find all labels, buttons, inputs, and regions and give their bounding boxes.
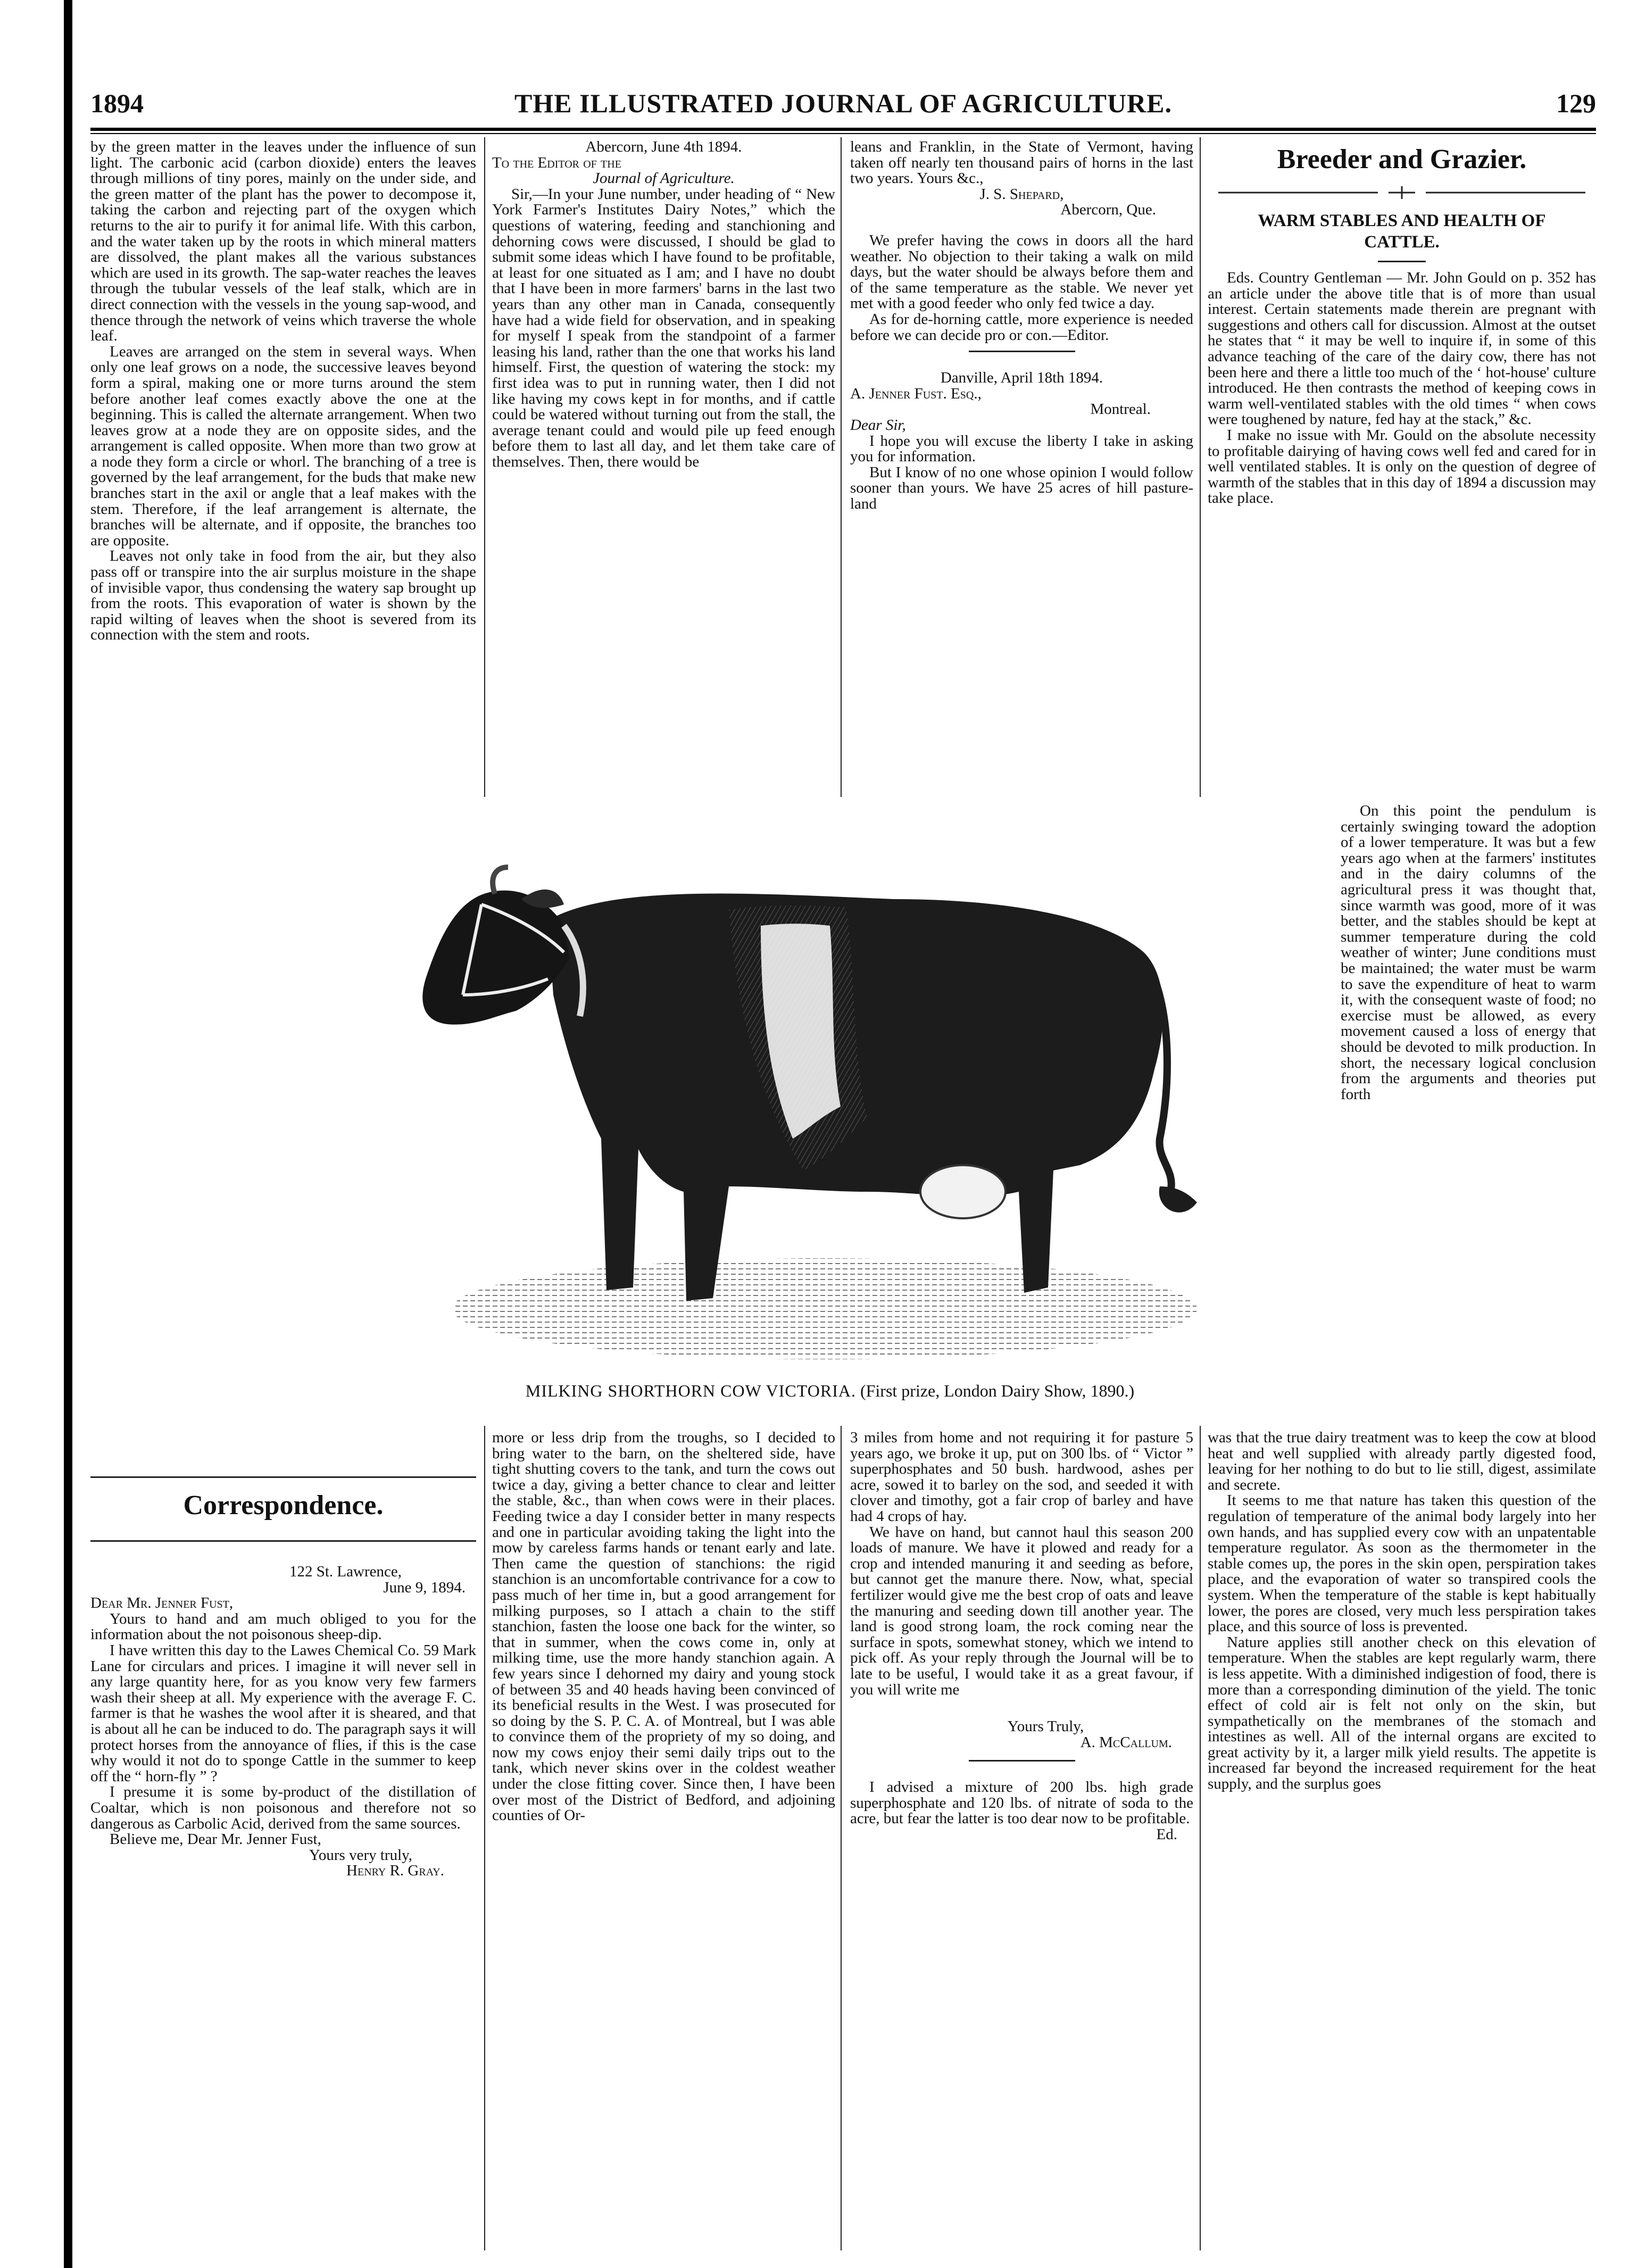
letter-salutation: Dear Mr. Jenner Fust, [90,1594,234,1612]
header-year: 1894 [90,88,144,118]
letter-gray [90,1564,476,2250]
paragraph: But I know of no one whose opinion I would follow sooner than yours. We have 25 acres of hill pasture-land [850,463,1193,512]
letter-address: 122 St. Lawrence, [289,1564,402,1580]
page-edge-rule [64,0,72,2268]
paragraph: Sir,—In your June number, under heading of “ New York Farmer's Institutes Dairy Notes,” which the questions of watering, feeding and stanchioning and dehorning cows were discussed, I should be glad to submit some ideas which I have found to be profitable, at least for one situated as I am; and I have no doubt that I have been in more farmers' barns in the last two years than any other man in Canada, consequently have had a wide field for observation, and in speaking for myself I speak from the standpoint of a farmer leasing his land, rather than the one that works his land himself. First, the question of watering the stock: my first idea was to put in running water, then I did not like having my cows kept in for months, and if cattle could be watered without turning out from the stall, the average tenant could and would pile up feed enough before them to last all day, and let them take care of themselves. Then, there would be [492,185,835,470]
cow-udder [920,1165,1005,1218]
col4-bottom [1208,1430,1596,2252]
letter-date: June 9, 1894. [383,1579,466,1596]
letter-to: To the Editor of the [492,154,621,171]
paragraph: Leaves are arranged on the stem in several ways. When only one leaf grows on a node, the successive leaves beyond form a spiral, making one or more turns around the stem before another leaf comes exactly above the one at the beginning. This is called the alternate arrangement. When two leaves grow at a node they are on opposite sides, and the arrangement is called opposite. When more than two grow at a node they form a circle or whorl. The branching of a tree is governed by the leaf arrangement, for the buds that make new branches start in the axil or angle that a leaf makes with the stem. Therefore, if the leaf arrangement is alternate, the branches will be alternate, and if opposite, the branches too are opposite. [90,343,476,549]
paragraph: I have written this day to the Lawes Chemical Co. 59 Mark Lane for circulars and prices. I imagine it will never sell in any large quantity here, for as you know very few farmers wash their sheep at all. My experience with the average F. C. farmer is that he washes the wool after it is sheared, and that is about all he can be induced to do. The paragraph says it will protect horses from the annoyance of flies, if this is the case why would it not do to sponge Cattle in the summer to keep off the “ horn-fly ” ? [90,1641,476,1785]
column-separator [1200,137,1201,797]
paragraph: Believe me, Dear Mr. Jenner Fust, [110,1831,321,1848]
column-separator [484,137,485,797]
col3-top [850,139,1193,804]
figure-caption [420,1381,1240,1401]
paragraph: Leaves not only take in food from the air, but they also pass off or transpire into the air surplus moisture in the shape of invisible vapor, thus condensing the watery sap brought up from the roots. This evaporation of water is shown by the rapid wilting of leaves when the shoot is severed from its connection with the stem and roots. [90,547,476,644]
col4-middle [1341,803,1596,1420]
editor-note: As for de-horning cattle, more experience is needed before we can decide pro or con.—Editor. [850,310,1193,344]
header-page-number: 129 [1556,88,1596,118]
caption-note: (First prize, London Dairy Show, 1890.) [860,1381,1135,1400]
header-rule-thin [90,133,1596,134]
letter-shepard [492,139,835,804]
cow-engraving [388,819,1256,1367]
header-title: THE ILLUSTRATED JOURNAL OF AGRICULTURE. [514,88,1173,118]
paragraph: 3 miles from home and not requiring it for pasture 5 years ago, we broke it up, put on 300 lbs. of “ Victor ” superphosphates and 50 bush. hardwood, ashes per acre, sowed it to barley on the sod, and seeded it with clover and timothy, got a fair crop of barley and have had 4 crops of hay. [850,1430,1193,1525]
col3-bottom [850,1430,1193,2252]
paragraph: Eds. Country Gentleman — Mr. John Gould on p. 352 has an article under the above title that is of more than usual interest. Certain statements made therein are pregnant with suggestions and others call for discussion. Almost at the outset he states that “ it may be well to inquire if, in some of this advance teaching of the care of the dairy cow, there has not been here and there a little too much of the ‘ hot-house' culture introduced. He then contrasts the method of keeping cows in warm well-ventilated stables with the old times “ when cows were toughened by nature, fed hay at the stack,” &c. [1208,270,1596,428]
paragraph: On this point the pendulum is certainly swinging toward the adoption of a lower temperature. It was but a few years ago when at the farmers' institutes and in the dairy columns of the agricultural press it was thought that, since warmth was good, more of it was better, and the stables should be kept at summer temperature during the cold weather of winter; June conditions must be maintained; the water must be warm to save the expenditure of heat to warm it, with the consequent waste of food; no exercise must be allowed, as every movement caused a loss of energy that should be devoted to milk production. In short, the necessary logical conclusion from the arguments and theories put forth [1341,803,1596,1103]
letter-signature: J. S. Shepard, [979,185,1064,203]
col4-top [1208,270,1596,798]
column-separator [841,137,842,797]
section-rule [90,1476,476,1478]
header-rule [90,128,1596,131]
letter-journal: Journal of Agriculture. [593,170,735,187]
paragraph: leans and Franklin, in the State of Vermont, having taken off nearly ten thousand pairs of horns in the last two years. Yours &c., [850,139,1193,187]
paragraph: by the green matter in the leaves under the influence of sun light. The carbonic acid (carbon dioxide) enters the leaves through millions of tiny pores, mainly on the under side, and the green matter of the plant has the power to decompose it, taking the carbon and rejecting part of the oxygen which returns to the air to purify it for animal life. With this carbon, and the water taken up by the roots in which mineral matters are dissolved, the plant makes all the various substances which are used in its growth. The sap-water reaches the leaves through the tubular vessels of the leaf stalk, which are in direct connection with the vessels in the young sap-wood, and thence through the network of veins which traverse the whole leaf. [90,139,476,345]
paragraph: I presume it is some by-product of the distillation of Coaltar, which is non poisonous and therefore not so dangerous as Carbolic Acid, derived from the same sources. [90,1783,476,1832]
editor-reply: I advised a mixture of 200 lbs. high grade superphosphate and 120 lbs. of nitrate of soda to the acre, but fear the latter is too dear now to be profitable. [850,1779,1193,1827]
paragraph: It seems to me that nature has taken this question of the regulation of temperature of the animal body largely into her own hands, and has supplied every cow with an unpatentable temperature regulator. As soon as the thermometer in the stable comes up, the pores in the skin open, perspiration takes place, and the evaporation of water so transpired cools the system. When the temperature of the stable is kept habitually lower, the pores are closed, very much less perspiration takes place, and this source of loss is prevented. [1208,1492,1596,1635]
paragraph: was that the true dairy treatment was to keep the cow at blood heat and well supplied with already partly digested food, leaving for her nothing to do but to lie still, digest, assimilate and secrete. [1208,1430,1596,1493]
paragraph: I hope you will excuse the liberty I take in asking you for information. [850,432,1193,466]
cow-tail-switch [1159,1186,1197,1212]
running-header [90,88,1596,125]
letter-to: A. Jenner Fust. Esq., [850,385,982,402]
column-separator [841,1426,842,2250]
letter-place-date: Abercorn, June 4th 1894. [585,139,742,155]
letter-closing: Yours very truly, [309,1846,412,1864]
cow-horn [493,867,508,894]
ground-hatching [452,1258,1197,1359]
breeder-grazier-heading: Breeder and Grazier. [1277,144,1527,175]
paragraph: I make no issue with Mr. Gould on the absolute necessity to profitable dairying of having cows well fed and cared for in well ventilated stables. It is only on the question of degree of warmth of the stables that in this day of 1894 a discussion may take place. [1208,426,1596,507]
paragraph: more or less drip from the troughs, so I decided to bring water to the barn, on the sheltered side, have tight shutting covers to the tank, and turn the cows out twice a day, giving a better chance to clear and leitter the stable, &c., than when cows were in their places. Feeding twice a day I consider better in many respects and one in particular avoiding taking the light into the mow by careless farms hands or tenant early and late. Then came the question of stanchions: the rigid stanchion is an uncomfortable contrivance for a cow to pass much of her time in, but a good arrangement for milking purposes, so I attach a chain to the stiff stanchion, fasten the loose one back for the winter, so that in summer, when the cows come in, only at milking time, use the more handy stanchion again. A few years since I dehorned my dairy and young stock of between 35 and 40 heads having been convinced of its beneficial results in the West. I was prosecuted for so doing by the S. P. C. A. of Montreal, but I was able to convince them of the propriety of my so doing, and now my cows enjoy their semi daily trips out to the tank, which never skins over in the coldest weather under the close fitting cover. Since then, I have been over most of the District of Bedford, and adjoining counties of Or- [492,1430,835,1824]
section-rule [90,1540,476,1542]
correspondence-heading: Correspondence. [183,1490,384,1521]
letter-signature: Henry R. Gray. [346,1862,444,1880]
editor-reply-sign: Ed. [1156,1826,1177,1843]
column-separator [1200,1426,1201,2250]
article-title: WARM STABLES AND HEALTH OF CATTLE. [1258,211,1546,252]
editor-note: We prefer having the cows in doors all the hard weather. No objection to their taking a walk on mild days, but the water should be always before them and of the same temperature as the stable. We never yet met with a good feeder who only fed twice a day. [850,231,1193,312]
title-rule [1378,261,1426,262]
letter-place-date: Danville, April 18th 1894. [940,369,1103,387]
column-separator [484,1426,485,2250]
letter-signature-place: Abercorn, Que. [1060,201,1156,219]
letter-signature: A. McCallum. [1080,1733,1172,1751]
ornamental-rule [1218,186,1585,199]
letter-city: Montreal. [1090,401,1151,418]
paragraph: Nature applies still another check on this elevation of temperature. When the stables are kept regularly warm, there is less appetite. With a diminished indigestion of food, there is more than a corresponding diminution of the yield. The tonic effect of cold air is felt not only on the skin, but sympathetically on the membranes of the stomach and intestines as well. All of the internal organs are excited to great activity by it, a larger milk yield results. The appetite is increased far beyond the increased requirement for the heat supply, and the surplus goes [1208,1633,1596,1793]
caption-title: MILKING SHORTHORN COW VICTORIA. [525,1381,856,1400]
paragraph: We have on hand, but cannot haul this season 200 loads of manure. We have it plowed and ready for a crop and intended manuring it and seeding as before, but cannot get the manure there. Now, what, special fertilizer would give me the best crop of oats and leave the manuring and seeding down till another year. The land is good strong loam, the rock coming near the surface in spots, somewhat stoney, which we intend to pick off. As your reply through the Journal will be to late to be useful, I would take it as a great favour, if you will write me [850,1523,1193,1698]
letter-salutation: Dear Sir, [850,416,906,434]
letter-shepard-continued [492,1430,835,2252]
letter-closing: Yours Truly, [1007,1718,1084,1735]
paragraph: Yours to hand and am much obliged to you for the information about the not poisonous sheep-dip. [90,1610,476,1643]
